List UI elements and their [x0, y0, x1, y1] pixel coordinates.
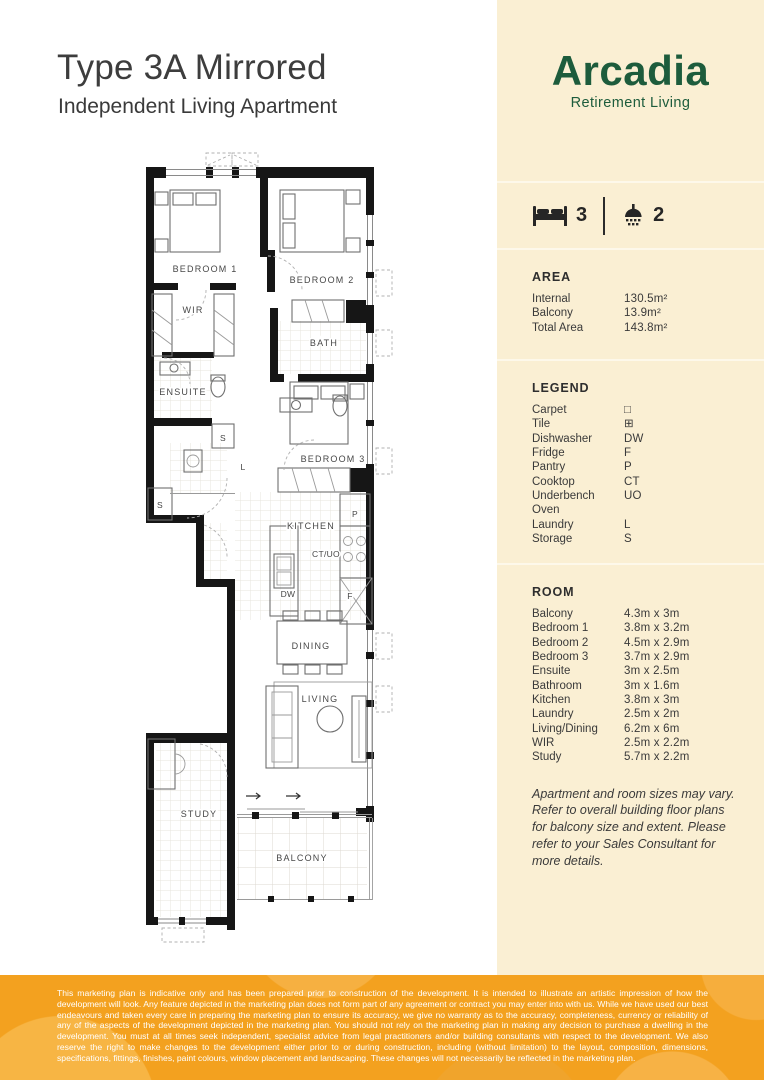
room-row: [532, 693, 739, 707]
room-row-value: 3.8m x 3.2m: [624, 622, 690, 635]
legend-row-label: Laundry: [532, 518, 574, 531]
bathroom-count: 2: [653, 204, 665, 226]
area-row-value: 13.9m²: [624, 307, 661, 320]
legend-row-label: Tile: [532, 418, 551, 431]
legend-row: [532, 532, 739, 546]
room-row-label: Living/Dining: [532, 722, 598, 735]
room-row-value: 3m x 2.5m: [624, 665, 680, 678]
room-row: [532, 707, 739, 721]
legend-section: [497, 359, 764, 546]
legend-row-label: Carpet: [532, 404, 567, 416]
area-heading: AREA: [532, 270, 572, 284]
room-row: [532, 679, 739, 693]
area-row-label: Balcony: [532, 307, 573, 320]
legend-row-label: Fridge: [532, 447, 565, 460]
legend-heading: LEGEND: [532, 381, 590, 395]
page-subtitle: Independent Living Apartment: [58, 95, 338, 118]
brand-logo: [497, 47, 764, 111]
page-title: Type 3A Mirrored: [57, 48, 327, 87]
plan-room-label: BALCONY: [276, 853, 328, 863]
legend-row-label: Underbench Oven: [532, 490, 595, 517]
legend-row-symbol: L: [624, 518, 631, 531]
legend-row: [532, 403, 739, 417]
legend-row-label: Dishwasher: [532, 432, 593, 445]
room-row-label: Laundry: [532, 708, 574, 721]
plan-room-label: STUDY: [180, 809, 218, 819]
legend-row-symbol: DW: [624, 432, 644, 445]
plan-room-label: BATH: [309, 338, 339, 348]
room-row: [532, 650, 739, 664]
room-row-value: 2.5m x 2m: [624, 708, 680, 721]
area-row-value: 143.8m²: [624, 321, 668, 334]
legend-row-symbol: F: [624, 447, 632, 460]
legend-row-symbol: ⊞: [624, 418, 634, 431]
bedroom-count: 3: [576, 204, 588, 226]
room-row-label: Bedroom 2: [532, 636, 589, 649]
plan-room-label: ENSUITE: [159, 387, 207, 397]
plan-room-label: BEDROOM 1: [172, 264, 238, 274]
area-row-label: Internal: [532, 293, 571, 305]
legend-row: [532, 518, 739, 532]
plan-room-label: L: [240, 462, 246, 472]
legend-row: [532, 446, 739, 460]
legend-row-symbol: UO: [624, 490, 642, 503]
room-rows: [532, 607, 739, 765]
brand-name: Arcadia: [551, 47, 710, 94]
brand-tagline: Retirement Living: [570, 95, 691, 111]
plan-room-label: DINING: [291, 641, 331, 651]
legend-row-label: Pantry: [532, 461, 566, 474]
room-row-value: 3m x 1.6m: [624, 679, 680, 692]
room-row-value: 2.5m x 2.2m: [624, 737, 690, 750]
legend-row: [532, 460, 739, 474]
room-row: [532, 636, 739, 650]
room-row: [532, 607, 739, 621]
plan-room-label: BEDROOM 3: [300, 454, 366, 464]
plan-room-label: S: [157, 500, 163, 510]
room-row: [532, 621, 739, 635]
room-row: [532, 750, 739, 764]
area-row: [532, 306, 739, 320]
area-row: [532, 321, 739, 335]
plan-room-label: P: [352, 509, 358, 519]
size-disclaimer-note: Apartment and room sizes may vary. Refer to overall building floor plans for balcony size and extent. Please refer to your Sales Consultant for more details.: [532, 786, 735, 868]
plan-room-label: KITCHEN: [287, 521, 335, 531]
plan-room-label: CT/UO: [312, 549, 340, 559]
shower-icon: [621, 204, 645, 228]
plan-room-label: WIR: [182, 305, 204, 315]
footer-bar: [0, 975, 764, 1080]
room-section: [497, 563, 764, 765]
legend-row-symbol: □: [624, 404, 632, 416]
room-row-value: 4.5m x 2.9m: [624, 636, 690, 649]
room-row-label: Study: [532, 751, 562, 764]
plan-room-label: DW: [280, 589, 296, 599]
legend-row: [532, 432, 739, 446]
plan-room-label: S: [220, 433, 226, 443]
area-row-value: 130.5m²: [624, 293, 668, 305]
room-row-value: 3.7m x 2.9m: [624, 651, 690, 664]
room-row: [532, 736, 739, 750]
legend-row-symbol: S: [624, 533, 632, 546]
room-row: [532, 664, 739, 678]
room-row: [532, 722, 739, 736]
plan-room-label: LIVING: [301, 694, 339, 704]
legal-disclaimer: This marketing plan is indicative only and has been prepared prior to construction of the development. It is intended to illustrate an artistic impression of how the development will look. Any feature depicted in the marketing plan does not form part of any agreement or contract you may enter into with us. While we have used our best endeavours and taken every care in preparing the marketing plan to ensure its accuracy, we give no warranty as to the accuracy, completeness, currency or reliability of any of the aspects of the development depicted in the marketing plan. You should not rely on the marketing plan in making any decision to purchase a dwelling in the development. You must at all times seek independent, specialist advice from legal practitioners and/or building consultants with respect to the development. We also reserve the right to make changes to the development either prior to or during construction, including (without limitation) to the layout, composition, dimensions, specifications, fittings, finishes, paint colours, window placement and landscaping. These changes will not necessarily be reflected in the marketing plan.: [57, 988, 708, 1063]
room-heading: ROOM: [532, 585, 575, 599]
legend-row-label: Cooktop: [532, 475, 575, 488]
stats-row: [497, 181, 764, 248]
room-row-label: Bedroom 3: [532, 651, 589, 664]
room-row-label: WIR: [532, 737, 555, 750]
stats-separator: [603, 197, 605, 235]
legend-row: [532, 475, 739, 489]
area-row-label: Total Area: [532, 321, 584, 334]
room-row-label: Kitchen: [532, 694, 571, 707]
room-row-value: 5.7m x 2.2m: [624, 751, 690, 764]
legend-row-symbol: CT: [624, 475, 640, 488]
room-row-label: Bathroom: [532, 679, 582, 692]
area-rows: [532, 292, 739, 335]
plan-room-label: F: [347, 591, 353, 601]
room-row-label: Ensuite: [532, 665, 571, 678]
legend-row-label: Storage: [532, 533, 573, 546]
room-row-label: Bedroom 1: [532, 622, 589, 635]
plan-room-label: BEDROOM 2: [289, 275, 355, 285]
room-row-value: 4.3m x 3m: [624, 608, 680, 620]
legend-row-symbol: P: [624, 461, 632, 474]
legend-rows: [532, 403, 739, 546]
area-row: [532, 292, 739, 306]
room-row-label: Balcony: [532, 608, 573, 620]
legend-row: [532, 489, 739, 518]
bed-icon: [532, 205, 568, 227]
legend-row: [532, 417, 739, 431]
area-section: [497, 248, 764, 335]
sidebar: [497, 0, 764, 975]
room-row-value: 6.2m x 6m: [624, 722, 680, 735]
tiled-floors: [154, 321, 367, 917]
room-row-value: 3.8m x 3m: [624, 694, 680, 707]
